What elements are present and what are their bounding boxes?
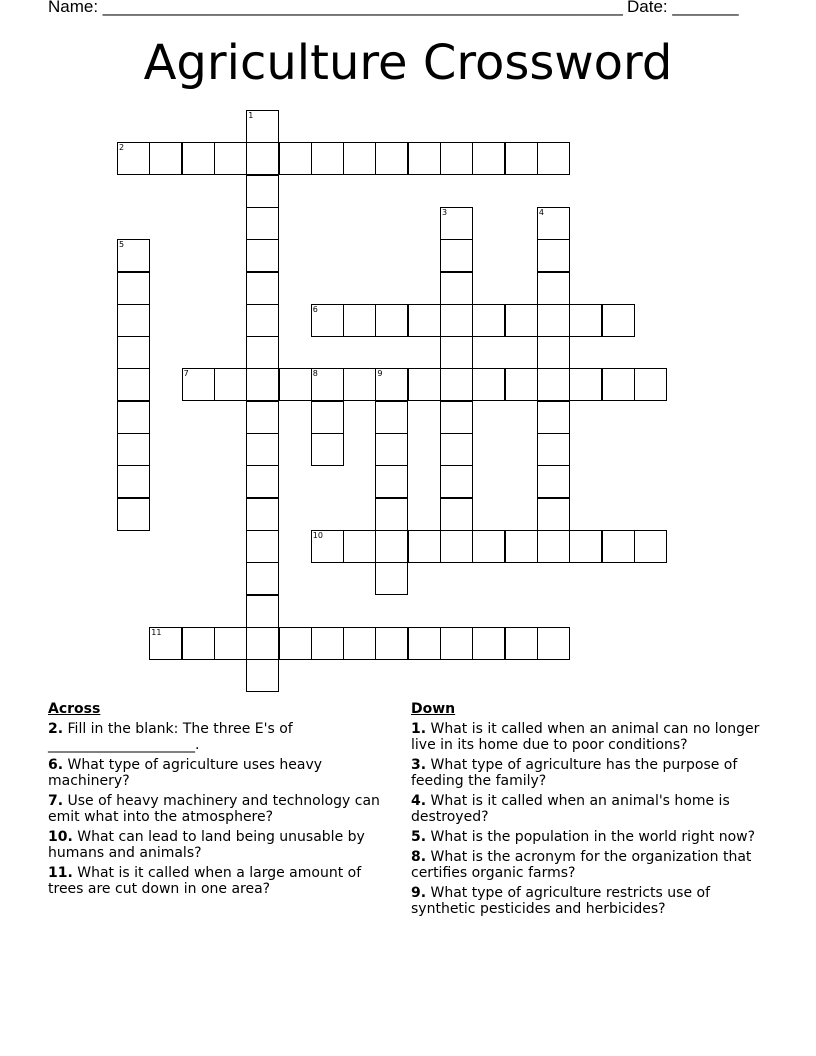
grid-cell[interactable]: [375, 433, 408, 466]
grid-cell[interactable]: [472, 627, 505, 660]
clue-number: 10.: [48, 829, 73, 845]
grid-cell[interactable]: [569, 368, 602, 401]
grid-cell[interactable]: [440, 142, 473, 175]
grid-cell[interactable]: [246, 659, 279, 692]
clue-number: 11.: [48, 865, 73, 881]
grid-cell[interactable]: [537, 368, 570, 401]
grid-cell[interactable]: [343, 368, 376, 401]
grid-cell[interactable]: [505, 304, 538, 337]
grid-cell[interactable]: [246, 239, 279, 272]
clue-number-label: 6: [312, 304, 318, 314]
clue-number-label: 1: [248, 111, 254, 120]
clue-down: [411, 793, 771, 825]
clue-number: 1.: [411, 721, 427, 737]
grid-cell[interactable]: [117, 368, 150, 401]
clue-across: [48, 865, 398, 897]
clue-number-label: 3: [442, 207, 448, 217]
grid-cell[interactable]: [375, 368, 408, 401]
grid-cell[interactable]: [246, 272, 279, 305]
grid-cell[interactable]: [311, 627, 344, 660]
grid-cell[interactable]: [634, 368, 667, 401]
clue-across: [48, 793, 398, 825]
grid-cell[interactable]: [440, 465, 473, 498]
grid-cell[interactable]: [246, 142, 279, 175]
grid-cell[interactable]: [182, 627, 215, 660]
clue-across: [48, 829, 398, 861]
clue-number: 2.: [48, 721, 64, 737]
clue-number: 3.: [411, 757, 427, 773]
grid-cell[interactable]: [246, 207, 279, 240]
grid-cell[interactable]: [375, 562, 408, 595]
grid-cell[interactable]: [343, 142, 376, 175]
grid-cell[interactable]: [117, 433, 150, 466]
grid-cell[interactable]: [246, 175, 279, 208]
grid-cell[interactable]: [440, 401, 473, 434]
grid-cell[interactable]: [117, 272, 150, 305]
clue-number-label: 2: [119, 143, 125, 153]
clue-text: Fill in the blank: The three E's of _____________________.: [48, 721, 293, 753]
clue-down: [411, 721, 771, 753]
grid-cell[interactable]: [537, 304, 570, 337]
clue-down: [411, 757, 771, 789]
grid-cell[interactable]: [440, 627, 473, 660]
clue-number-label: 7: [183, 369, 189, 379]
grid-cell[interactable]: [246, 498, 279, 531]
grid-cell[interactable]: [375, 498, 408, 531]
grid-cell[interactable]: [117, 465, 150, 498]
grid-cell[interactable]: [537, 239, 570, 272]
grid-cell[interactable]: [214, 368, 247, 401]
grid-cell[interactable]: [440, 336, 473, 369]
clue-number-label: 8: [312, 369, 318, 379]
clue-number: 6.: [48, 757, 64, 773]
grid-cell[interactable]: [214, 627, 247, 660]
grid-cell[interactable]: [537, 530, 570, 563]
grid-cell[interactable]: [440, 368, 473, 401]
grid-cell[interactable]: [343, 627, 376, 660]
grid-cell[interactable]: [537, 401, 570, 434]
grid-cell[interactable]: [279, 627, 312, 660]
grid-cell[interactable]: [311, 530, 344, 563]
grid-cell[interactable]: [440, 207, 473, 240]
clue-number-label: 5: [119, 240, 125, 250]
grid-cell[interactable]: [117, 142, 150, 175]
grid-cell[interactable]: [246, 304, 279, 337]
grid-cell[interactable]: [343, 304, 376, 337]
page-title: Agriculture Crossword: [143, 35, 673, 91]
grid-cell[interactable]: [117, 239, 150, 272]
grid-cell[interactable]: [569, 304, 602, 337]
grid-cell[interactable]: [246, 401, 279, 434]
grid-cell[interactable]: [440, 498, 473, 531]
grid-cell[interactable]: [472, 304, 505, 337]
grid-cell[interactable]: [408, 368, 441, 401]
clue-text: What type of agriculture uses heavy machinery?: [48, 757, 323, 789]
clue-number-label: 4: [538, 207, 544, 217]
grid-cell[interactable]: [440, 272, 473, 305]
clue-text: What is it called when an animal's home is destroyed?: [411, 793, 730, 825]
clue-text: What is the population in the world right now?: [430, 829, 756, 845]
grid-cell[interactable]: [182, 142, 215, 175]
grid-cell[interactable]: [537, 207, 570, 240]
grid-cell[interactable]: [149, 627, 182, 660]
grid-cell[interactable]: [537, 336, 570, 369]
grid-cell[interactable]: [117, 498, 150, 531]
grid-cell[interactable]: [246, 595, 279, 628]
clue-text: What is it called when a large amount of trees are cut down in one area?: [48, 865, 362, 897]
grid-cell[interactable]: [246, 336, 279, 369]
clue-text: What can lead to land being unusable by humans and animals?: [48, 829, 365, 861]
grid-cell[interactable]: [246, 530, 279, 563]
grid-cell[interactable]: [117, 304, 150, 337]
clue-number-label: 11: [151, 627, 162, 637]
clue-number-label: 9: [377, 369, 383, 379]
grid-cell[interactable]: [505, 627, 538, 660]
grid-cell[interactable]: [311, 304, 344, 337]
grid-cell[interactable]: [311, 142, 344, 175]
grid-cell[interactable]: [569, 530, 602, 563]
grid-cell[interactable]: [279, 368, 312, 401]
grid-cell[interactable]: [117, 401, 150, 434]
grid-cell[interactable]: [505, 142, 538, 175]
grid-cell[interactable]: [246, 368, 279, 401]
clue-across: [48, 721, 398, 753]
grid-cell[interactable]: [246, 433, 279, 466]
clue-down: [411, 829, 771, 845]
grid-cell[interactable]: [505, 530, 538, 563]
grid-cell[interactable]: [375, 142, 408, 175]
grid-cell[interactable]: [375, 530, 408, 563]
grid-cell[interactable]: [408, 142, 441, 175]
clue-down: [411, 849, 771, 881]
clue-number: 7.: [48, 793, 64, 809]
grid-cell[interactable]: [182, 368, 215, 401]
grid-cell[interactable]: [537, 627, 570, 660]
grid-cell[interactable]: [375, 401, 408, 434]
grid-cell[interactable]: [602, 304, 635, 337]
grid-cell[interactable]: [505, 368, 538, 401]
grid-cell[interactable]: [472, 142, 505, 175]
grid-cell[interactable]: [117, 336, 150, 369]
name-field[interactable]: Name: _______________________________________________________: [48, 0, 623, 16]
date-field[interactable]: Date: _______: [627, 0, 739, 16]
clue-text: What is it called when an animal can no longer live in its home due to poor conditions?: [411, 721, 760, 753]
clue-number: 8.: [411, 849, 427, 865]
grid-cell[interactable]: [246, 110, 279, 143]
clue-text: What is the acronym for the organization that certifies organic farms?: [411, 849, 752, 881]
grid-cell[interactable]: [246, 562, 279, 595]
grid-cell[interactable]: [440, 433, 473, 466]
down-heading: Down: [411, 701, 456, 717]
grid-cell[interactable]: [440, 304, 473, 337]
grid-cell[interactable]: [440, 239, 473, 272]
grid-cell[interactable]: [537, 498, 570, 531]
grid-cell[interactable]: [246, 465, 279, 498]
grid-cell[interactable]: [375, 627, 408, 660]
grid-cell[interactable]: [472, 368, 505, 401]
grid-cell[interactable]: [311, 368, 344, 401]
clue-number: 5.: [411, 829, 427, 845]
grid-cell[interactable]: [149, 142, 182, 175]
grid-cell[interactable]: [214, 142, 247, 175]
across-clues: [48, 701, 398, 901]
grid-cell[interactable]: [537, 433, 570, 466]
grid-cell[interactable]: [537, 142, 570, 175]
grid-cell[interactable]: [537, 465, 570, 498]
clue-text: Use of heavy machinery and technology can emit what into the atmosphere?: [48, 793, 380, 825]
grid-cell[interactable]: [408, 530, 441, 563]
grid-cell[interactable]: [472, 530, 505, 563]
grid-cell[interactable]: [246, 627, 279, 660]
down-clues: [411, 701, 771, 921]
grid-cell[interactable]: [375, 465, 408, 498]
clue-down: [411, 885, 771, 917]
grid-cell[interactable]: [634, 530, 667, 563]
clue-across: [48, 757, 398, 789]
grid-cell[interactable]: [311, 401, 344, 434]
grid-cell[interactable]: [279, 142, 312, 175]
grid-cell[interactable]: [537, 272, 570, 305]
grid-cell[interactable]: [408, 627, 441, 660]
clue-number: 9.: [411, 885, 427, 901]
across-heading: Across: [48, 701, 101, 717]
clue-number: 4.: [411, 793, 427, 809]
grid-cell[interactable]: [343, 530, 376, 563]
grid-cell[interactable]: [408, 304, 441, 337]
clue-text: What type of agriculture has the purpose of feeding the family?: [411, 757, 738, 789]
clue-number-label: 10: [312, 530, 323, 540]
grid-cell[interactable]: [602, 368, 635, 401]
grid-cell[interactable]: [440, 530, 473, 563]
grid-cell[interactable]: [375, 304, 408, 337]
clue-text: What type of agriculture restricts use of synthetic pesticides and herbicides?: [411, 885, 711, 917]
grid-cell[interactable]: [602, 530, 635, 563]
grid-cell[interactable]: [311, 433, 344, 466]
